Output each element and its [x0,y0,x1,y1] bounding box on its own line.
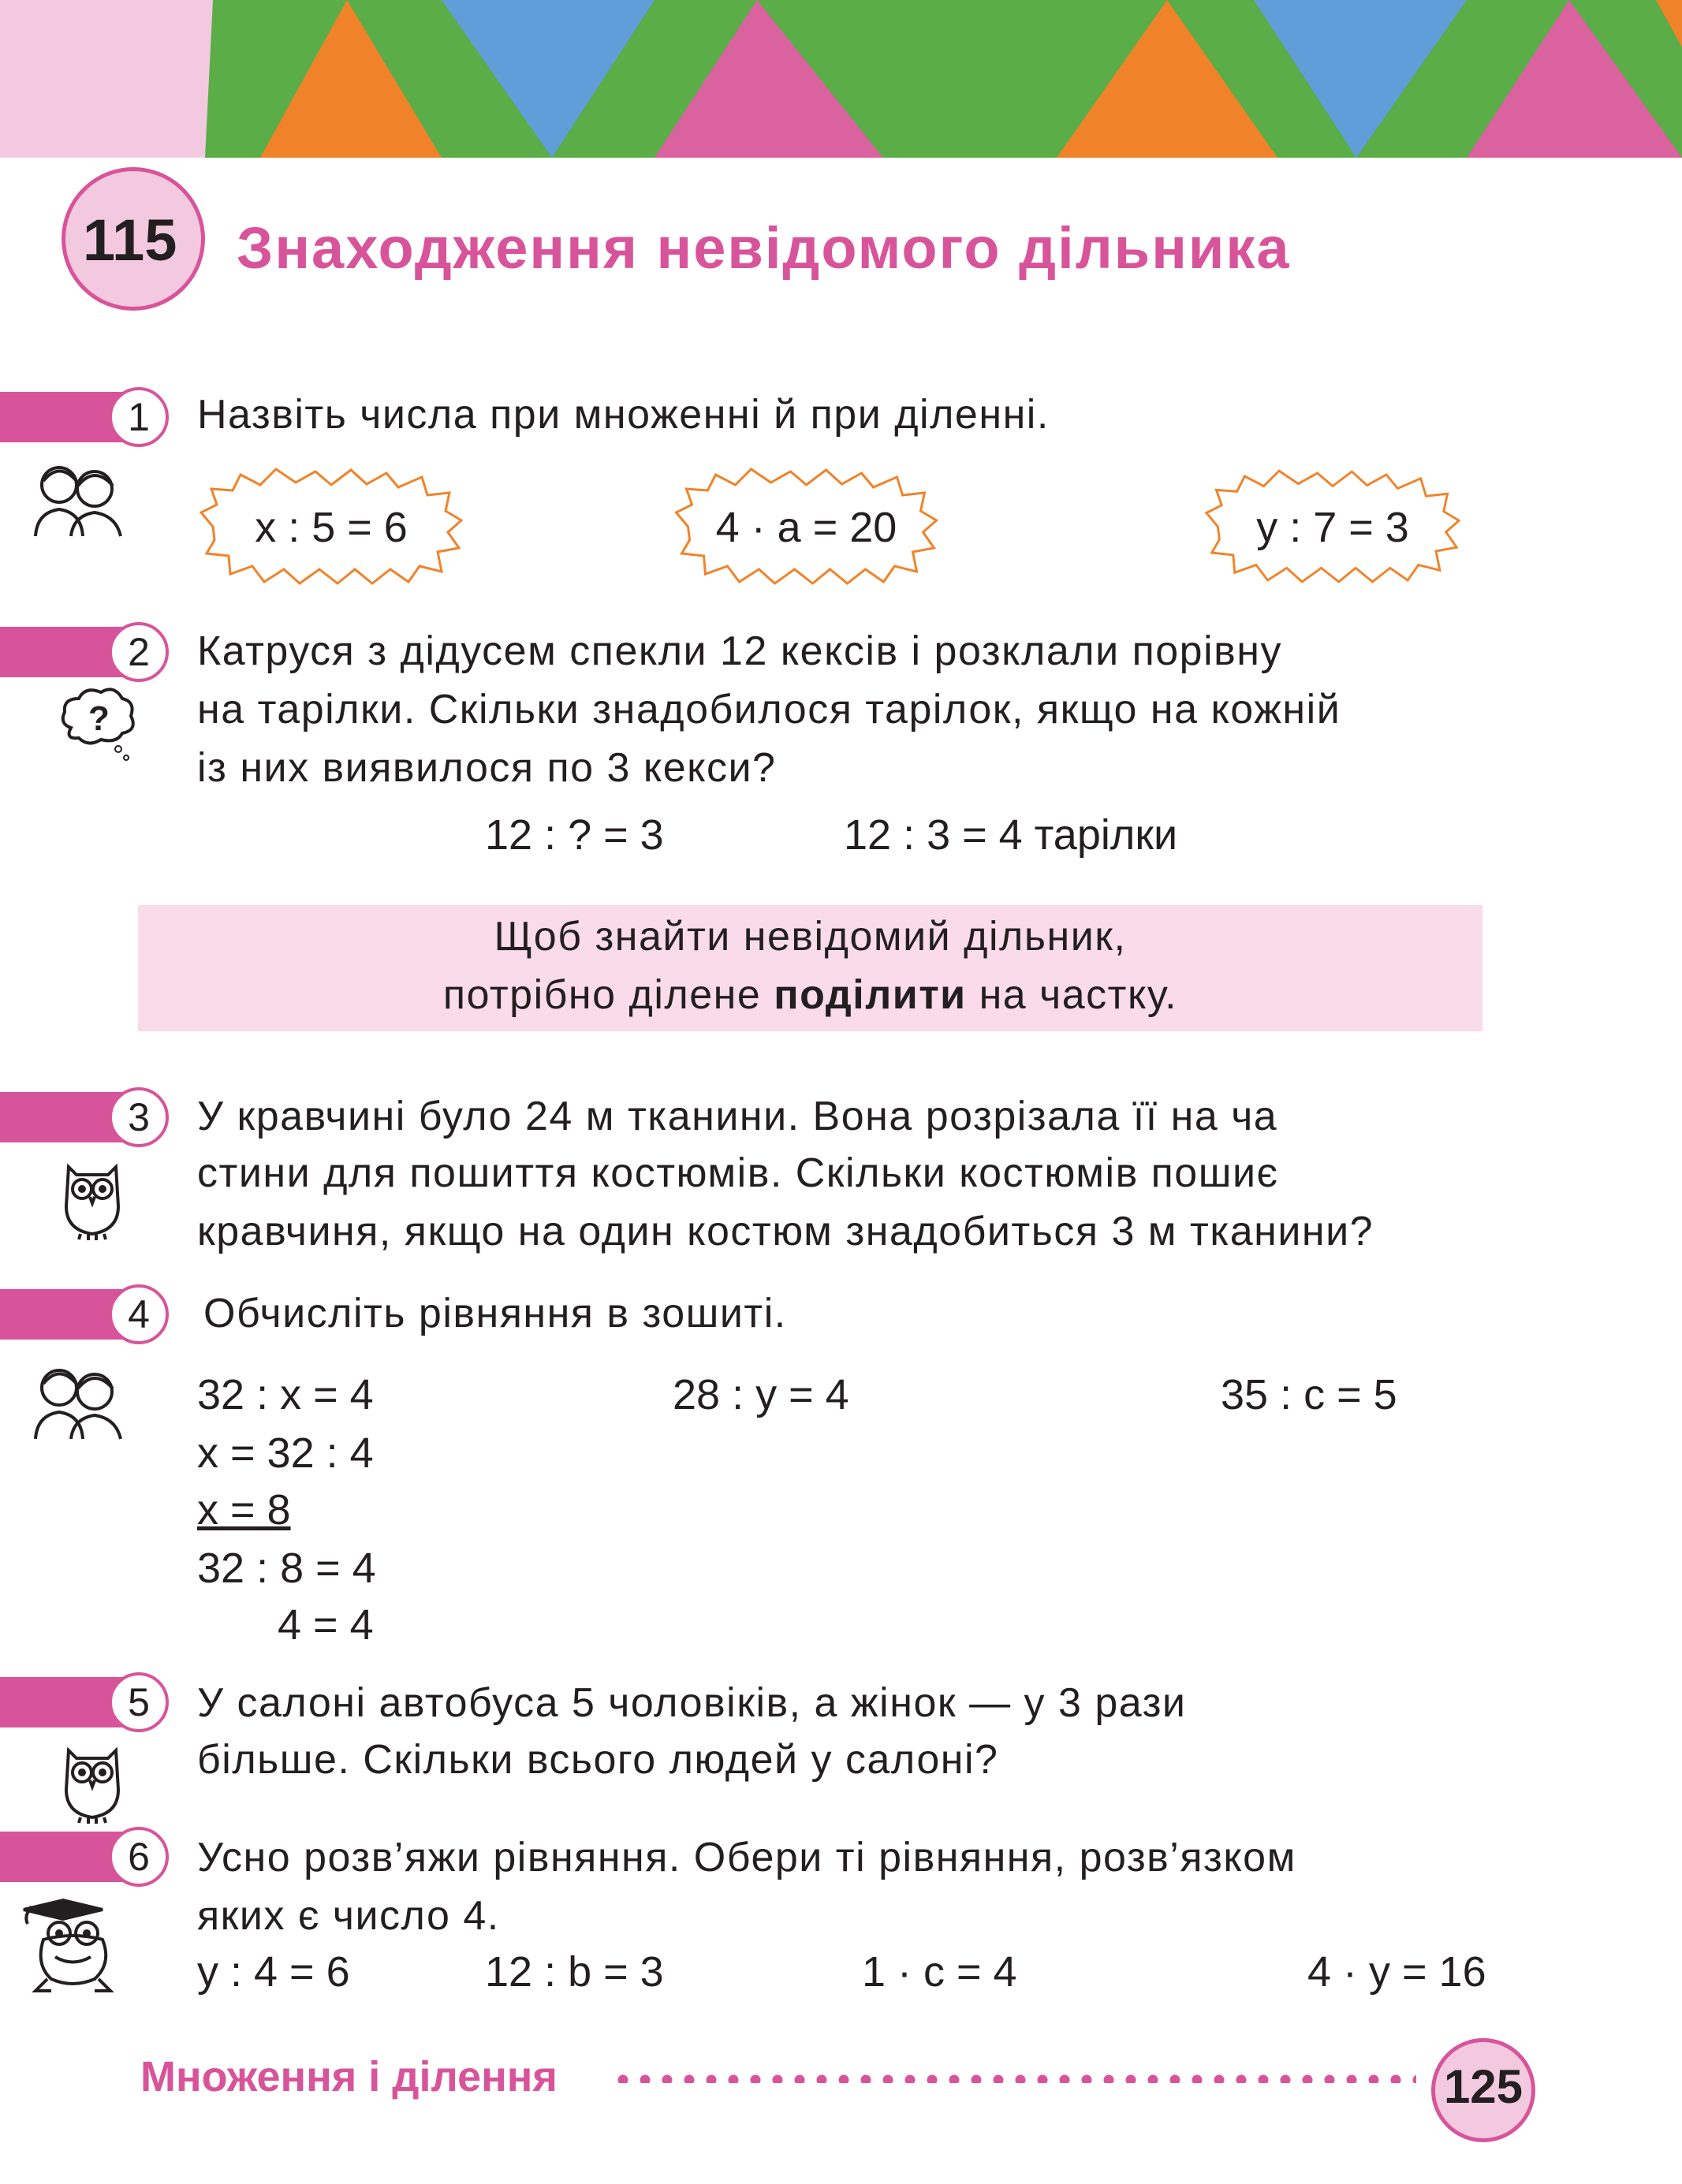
equation-check: 4 = 4 [278,1601,374,1649]
equation: 35 : c = 5 [1221,1371,1397,1418]
owl-icon [57,1735,128,1825]
lesson-title: Знаходження невідомого дільника [237,215,1291,281]
svg-text:?: ? [88,699,110,738]
thinking-cloud-icon [55,684,142,763]
equation: x = 32 : 4 [197,1429,374,1477]
equation: y : 4 = 6 [197,1948,350,1996]
task-text: більше. Скільки всього людей у салоні? [197,1737,999,1783]
decorative-banner [0,0,1682,158]
task-number: 2 [109,622,169,682]
equation: y : 7 = 3 [1256,504,1409,551]
task-number: 3 [109,1087,169,1147]
equation: 32 : x = 4 [197,1371,374,1418]
frog-graduate-icon [16,1892,134,1999]
section-label: Множення і ділення [140,2053,558,2100]
task-text: стини для пошиття костюмів. Скільки костюмів пошиє [197,1150,1279,1196]
rule-text: Щоб знайти невідомий дільник, [494,914,1127,960]
task-text: на тарілки. Скільки знадобилося тарілок, якщо на кожній [197,687,1341,732]
task-text: із них виявилося по 3 кекси? [197,745,777,791]
equation: 4 · y = 16 [1307,1948,1486,1996]
task-number: 5 [109,1672,169,1732]
lesson-number: 115 [83,207,177,273]
task-number: 4 [109,1284,169,1344]
equation: 28 : y = 4 [673,1371,849,1418]
equation-result: x = 8 [197,1486,291,1534]
equation-solution: 12 : 3 = 4 тарілки [844,811,1178,859]
equation: 4 · a = 20 [715,504,897,551]
equation: 12 : b = 3 [485,1948,664,1996]
task-text: У салоні автобуса 5 чоловіків, а жінок — у 3 рази [197,1680,1187,1726]
pair-work-icon [28,457,126,540]
task-text: яких є число 4. [197,1893,500,1939]
task-text: Назвіть числа при множенні й при діленні. [197,392,1050,438]
task-number: 6 [109,1827,169,1887]
equation-check: 32 : 8 = 4 [197,1545,376,1592]
task-text: У кравчині було 24 м тканини. Вона розрізала її на ча [197,1094,1278,1139]
task-text: Усно розв’яжи рівняння. Обери ті рівняння, розв’язком [197,1835,1296,1880]
pair-work-icon [28,1360,126,1443]
task-text: Обчисліть рівняння в зошиті. [203,1291,787,1336]
equation: 1 · c = 4 [862,1948,1017,1996]
equation: 12 : ? = 3 [485,811,664,859]
owl-icon [57,1151,128,1242]
task-text: Катруся з дідусем спекли 12 кексів і розклали порівну [197,628,1282,674]
page-number: 125 [1443,2060,1523,2113]
task-text: кравчиня, якщо на один костюм знадобиться 3 м тканини? [197,1209,1374,1254]
rule-text-line2: потрібно ділене поділити на частку. [442,972,1178,1018]
task-number: 1 [109,387,169,447]
equation: x : 5 = 6 [255,504,408,551]
dotted-leader [612,2074,1416,2083]
